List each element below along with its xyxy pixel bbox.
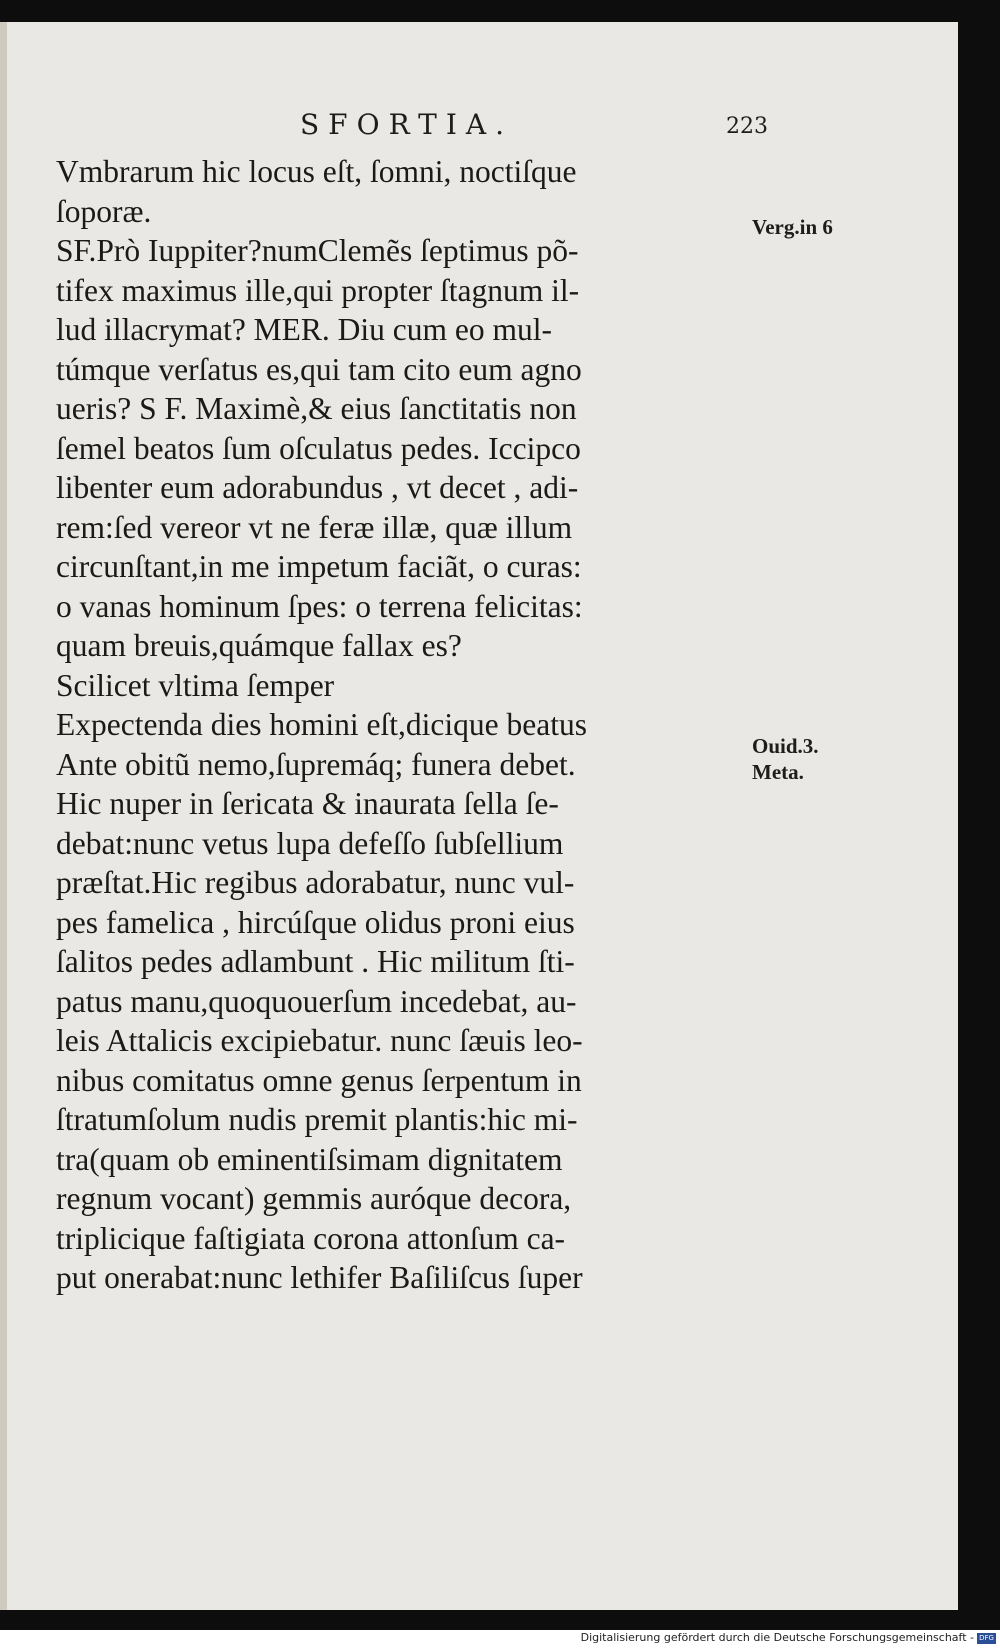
text-line: rem:ſed vereor vt ne feræ illæ, quæ illum (56, 509, 573, 545)
text-line: debat:nunc vetus lupa defeſſo ſubſellium (56, 825, 564, 861)
text-line: Hic nuper in ſericata & inaurata ſella ſe- (56, 786, 559, 821)
page-edge (0, 22, 7, 1610)
margin-note-ovid (752, 733, 819, 785)
page-number: 223 (726, 114, 768, 139)
text-line: túmque verſatus es,qui tam cito eum agno (56, 351, 582, 387)
text-line: libenter eum adorabundus , vt decet , adi- (56, 470, 579, 505)
running-head: SFORTIA. (300, 108, 514, 141)
text-line: nibus comitatus omne genus ſerpentum in (56, 1062, 582, 1098)
text-line: regnum vocant) gemmis auróque decora, (56, 1181, 572, 1216)
text-line: triplicique faſtigiata corona attonſum ca- (56, 1220, 566, 1256)
text-line: SF.Prò Iuppiter?numClemẽs ſeptimus põ- (56, 233, 579, 268)
dfg-logo: DFG (977, 1633, 996, 1644)
text-line: Ante obitũ nemo,ſupremáq; funera debet. (56, 746, 576, 782)
text-line: patus manu,quoquouerſum incedebat, au- (56, 983, 577, 1019)
text-line: ſemel beatos ſum oſculatus pedes. Icciрco (56, 430, 581, 466)
text-line: leis Attalicis excipiebatur. nunc ſæuis leo- (56, 1023, 583, 1058)
text-line: ſtratumſolum nudis premit plantis:hic mi- (56, 1102, 578, 1137)
margin-note-text: Ouid.3. (752, 734, 819, 758)
text-line: Vmbrarum hic locus eſt, ſomni, noctiſque (56, 154, 577, 189)
text-line: tifex maximus ille,qui propter ſtagnum il- (56, 272, 580, 308)
text-line: Scilicet vltima ſemper (56, 667, 335, 703)
digitization-footer (0, 1630, 1000, 1648)
text-line: o vanas hominum ſpes: o terrena felicitas: (56, 588, 583, 624)
text-line: quam breuis,quámque fallax es? (56, 628, 462, 663)
text-line: tra(quam ob eminentiſsimam dignitatem (56, 1141, 563, 1177)
page-header (0, 108, 958, 148)
margin-note-text: Meta. (752, 760, 804, 784)
text-line: ſalitos pedes adlambunt . Hic militum ſti- (56, 944, 575, 979)
text-line: præſtat.Hic regibus adorabatur, nunc vul- (56, 865, 575, 900)
text-line: ſoporæ. (56, 193, 152, 229)
footer-credit: Digitalisierung gefördert durch die Deutsche Forschungsgemeinschaft - (580, 1631, 974, 1644)
text-line: lud illacrymat? MER. Diu cum eo mul- (56, 312, 553, 347)
text-line: pes famelica , hircúſque olidus proni eius (56, 904, 575, 940)
text-line: ueris? S F. Maximè,& eius ſanctitatis non (56, 391, 577, 426)
text-line: Expectenda dies homini eſt,dicique beatus (56, 707, 587, 742)
text-line: circunſtant,in me impetum faciãt, o curas: (56, 549, 582, 584)
margin-note-text: Verg.in 6 (752, 215, 833, 239)
text-line: put onerabat:nunc lethifer Baſiliſcus ſuper (56, 1260, 583, 1295)
margin-note-vergil (752, 214, 833, 240)
main-text (56, 152, 746, 1298)
